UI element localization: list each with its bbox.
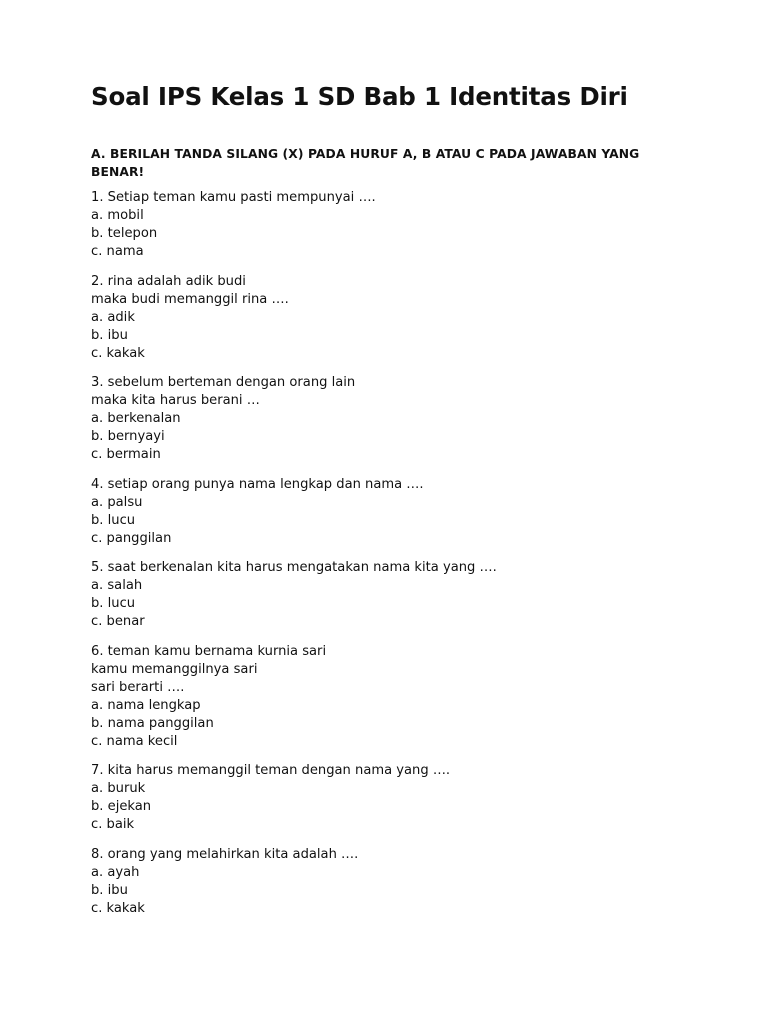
question-text-line: sari berarti …. [91, 679, 185, 695]
answer-option: c. panggilan [91, 530, 172, 546]
question-5 [91, 559, 691, 631]
answer-option: c. kakak [91, 345, 145, 361]
question-text-line: maka kita harus berani … [91, 393, 260, 408]
answer-option: c. baik [91, 817, 135, 832]
answer-option: a. berkenalan [91, 411, 181, 426]
question-text-line: 3. sebelum berteman dengan orang lain [91, 375, 356, 390]
question-8 [91, 846, 691, 918]
answer-option: b. nama panggilan [91, 715, 214, 731]
question-text-line: 1. Setiap teman kamu pasti mempunyai …. [91, 190, 376, 205]
answer-option: c. nama kecil [91, 733, 178, 749]
question-text-line: 6. teman kamu bernama kurnia sari [91, 643, 327, 659]
question-text-line: kamu memanggilnya sari [91, 661, 258, 677]
answer-option: a. salah [91, 578, 143, 593]
question-text-line: 8. orang yang melahirkan kita adalah …. [91, 846, 359, 862]
question-text-line: 2. rina adalah adik budi [91, 273, 246, 289]
document-page [91, 80, 691, 929]
answer-option: c. kakak [91, 900, 145, 916]
answer-option: c. bermain [91, 447, 161, 462]
answer-option: a. ayah [91, 864, 140, 880]
instruction-heading: A. BERILAH TANDA SILANG (X) PADA HURUF A, B ATAU C PADA JAWABAN YANG BENAR! [91, 147, 640, 179]
answer-option: a. palsu [91, 494, 143, 510]
answer-option: b. ibu [91, 882, 128, 898]
question-4 [91, 476, 691, 548]
answer-option: b. ejekan [91, 799, 152, 814]
question-3 [91, 374, 691, 464]
answer-option: b. lucu [91, 596, 136, 611]
question-text-line: 5. saat berkenalan kita harus mengatakan nama kita yang …. [91, 560, 497, 575]
question-1 [91, 189, 691, 261]
question-2 [91, 273, 691, 363]
question-text-line: 7. kita harus memanggil teman dengan nama yang …. [91, 763, 451, 778]
answer-option: c. nama [91, 244, 144, 259]
answer-option: a. buruk [91, 781, 146, 796]
question-text-line: 4. setiap orang punya nama lengkap dan nama …. [91, 476, 424, 492]
answer-option: b. bernyayi [91, 429, 165, 444]
answer-option: a. mobil [91, 208, 144, 223]
answer-option: a. adik [91, 309, 135, 325]
answer-option: c. benar [91, 614, 145, 629]
page-title: Soal IPS Kelas 1 SD Bab 1 Identitas Diri [91, 82, 628, 111]
question-text-line: maka budi memanggil rina …. [91, 291, 289, 307]
answer-option: b. lucu [91, 512, 136, 528]
answer-option: b. ibu [91, 327, 128, 343]
question-list [91, 189, 691, 918]
question-7 [91, 762, 691, 834]
answer-option: b. telepon [91, 226, 158, 241]
answer-option: a. nama lengkap [91, 697, 201, 713]
question-6 [91, 643, 691, 751]
